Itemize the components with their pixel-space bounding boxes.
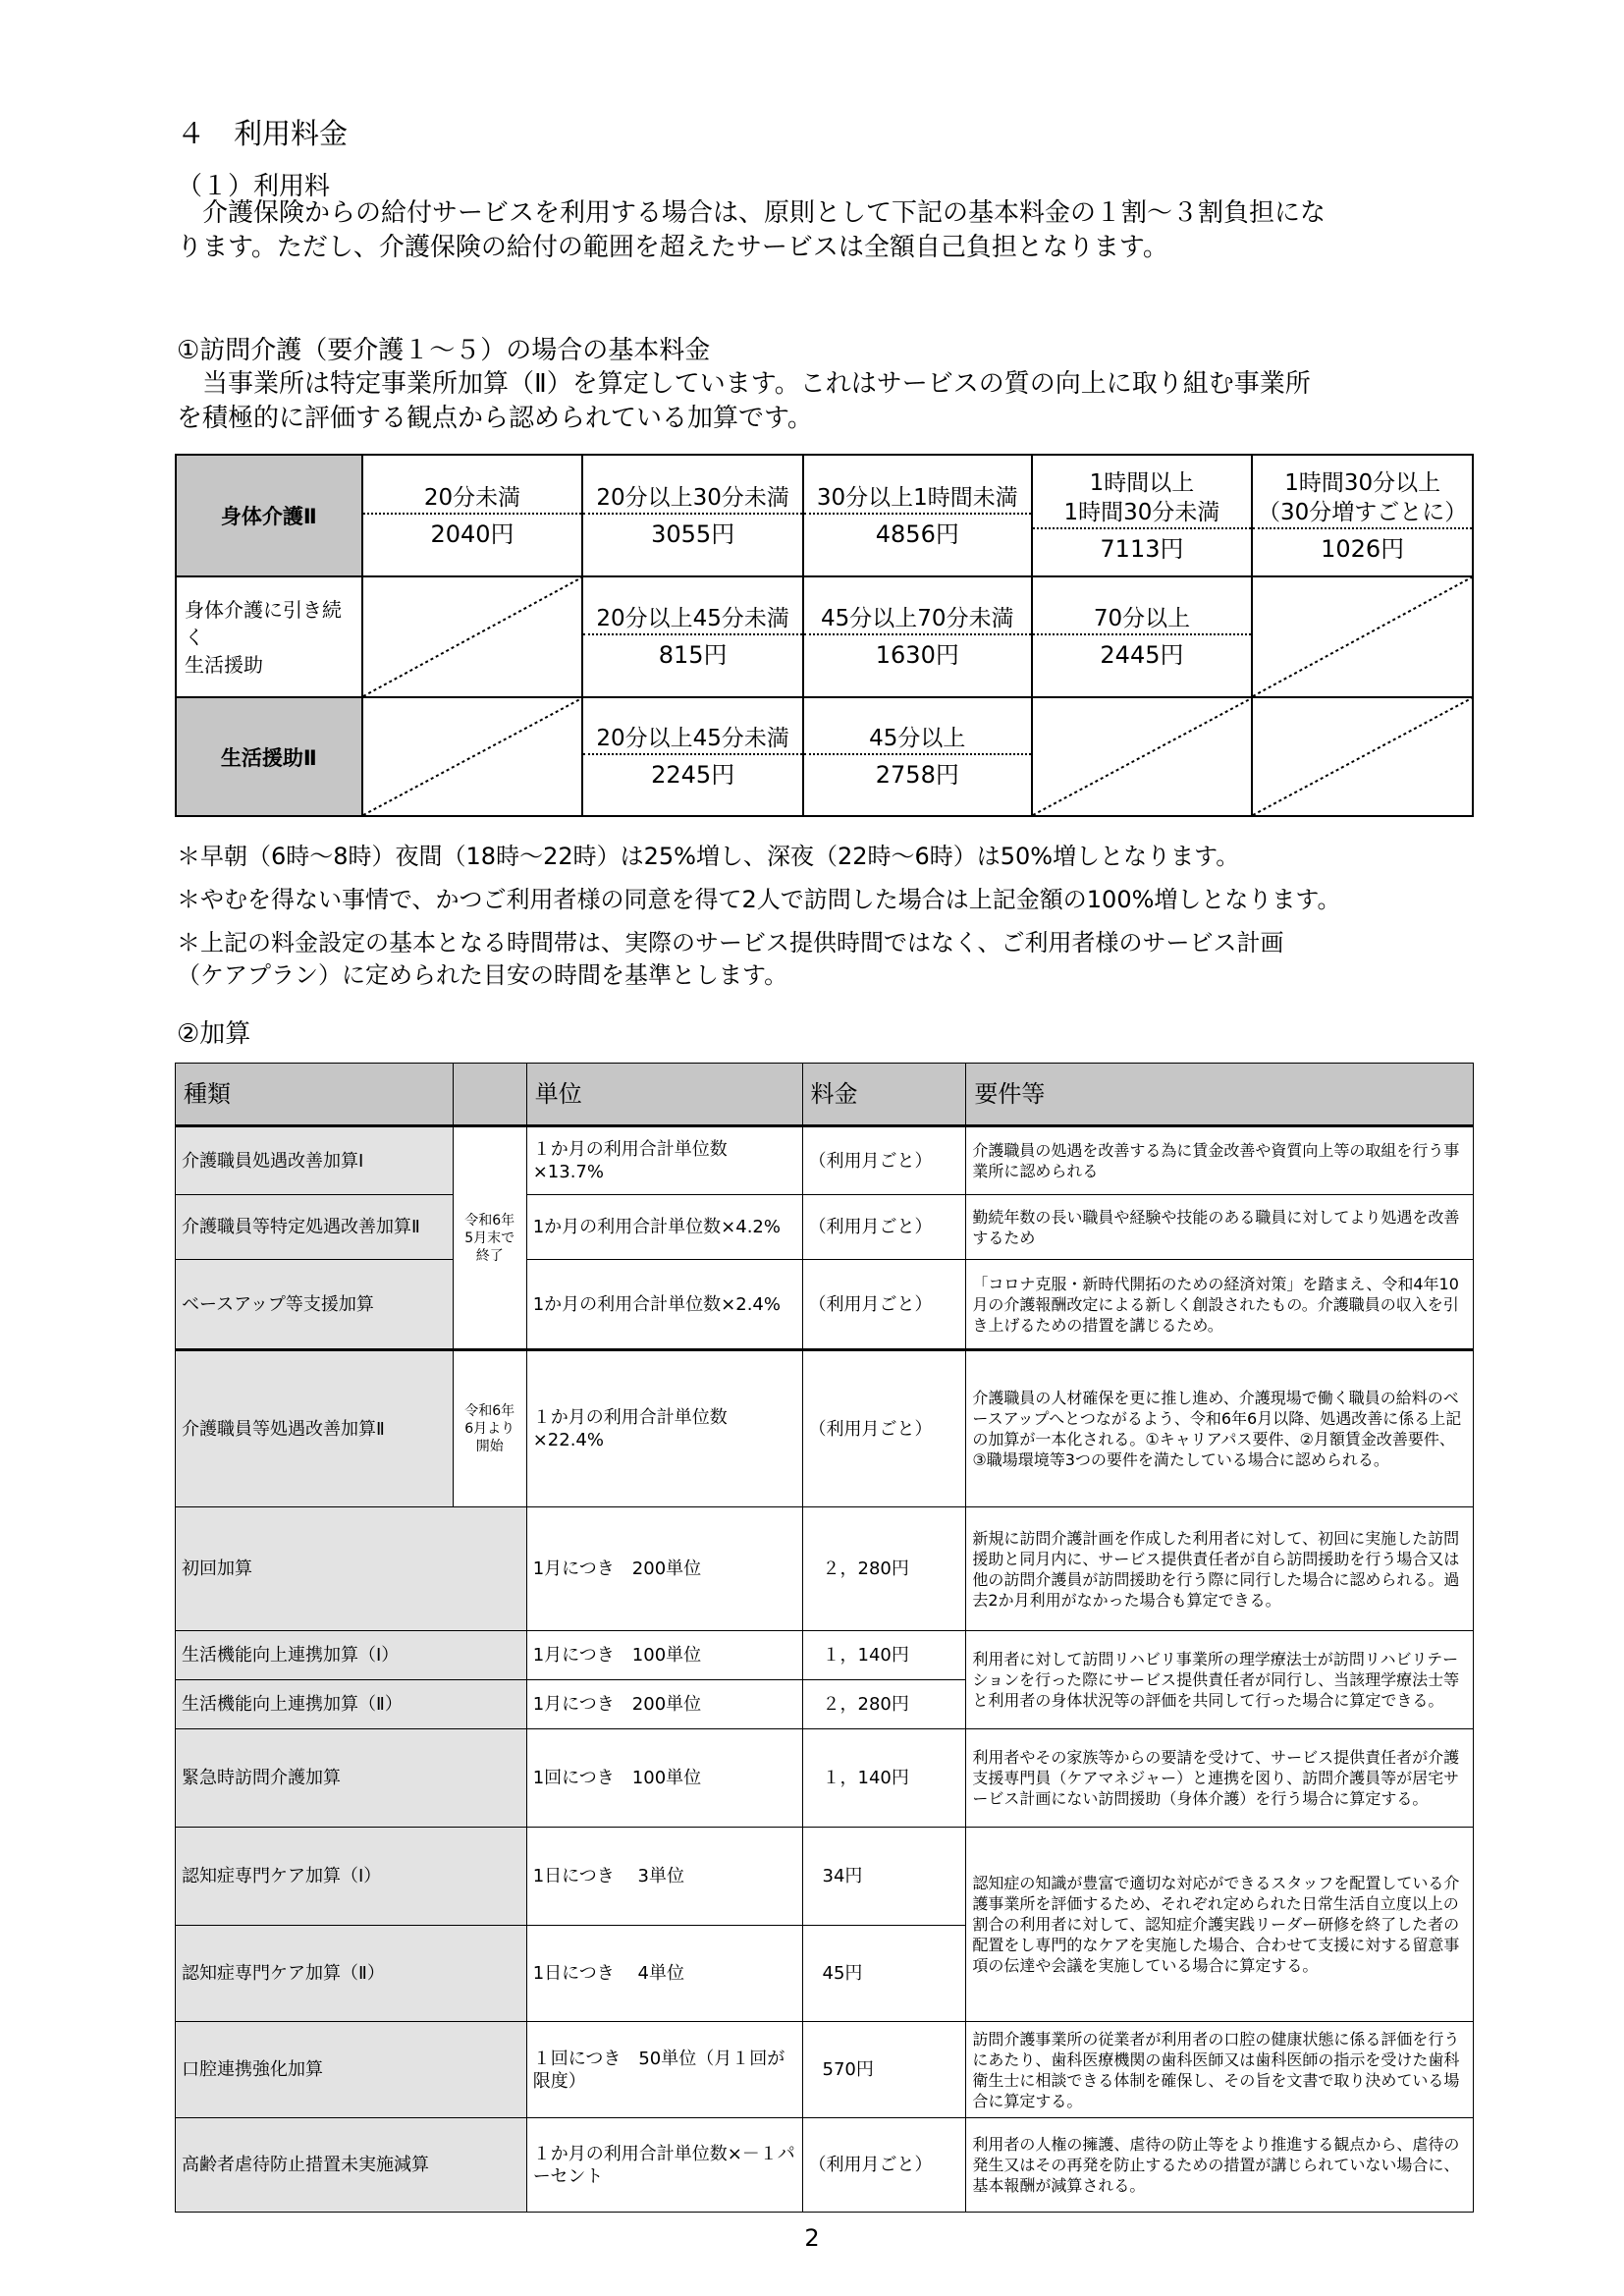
basic-fee-heading: ①訪問介護（要介護１～５）の場合の基本料金 [177, 336, 711, 365]
desc-line: 当事業所は特定事業所加算（Ⅱ）を算定しています。これはサービスの質の向上に取り組む事業所 [177, 369, 1311, 399]
addition-type: 緊急時訪問介護加算 [176, 1729, 527, 1828]
addition-type: 生活機能向上連携加算（Ⅰ） [176, 1631, 527, 1680]
time-line: 1時間以上 [1089, 469, 1195, 496]
addition-row [176, 1350, 1474, 1507]
addition-unit: １回につき 50単位（月１回が限度） [526, 2022, 802, 2118]
addition-unit: １か月の利用合計単位数×22.4% [526, 1350, 802, 1507]
note: ＊やむを得ない事情で、かつご利用者様の同意を得て2人で訪問した場合は上記金額の100%増しとなります。 [177, 886, 1341, 913]
diagonal-line [1033, 698, 1252, 815]
header-fee: 料金 [802, 1064, 966, 1126]
addition-unit: １か月の利用合計単位数×13.7% [526, 1126, 802, 1195]
addition-fee: （利用月ごと） [802, 1260, 966, 1350]
intro-line: 介護保険からの給付サービスを利用する場合は、原則として下記の基本料金の１割～３割負担にな [177, 198, 1326, 228]
diagonal-line [363, 577, 582, 696]
fee-cell [1032, 576, 1253, 697]
time-range: 70分以上 [1033, 604, 1252, 635]
addition-unit: １か月の利用合計単位数×－１パーセント [526, 2118, 802, 2213]
addition-heading: ②加算 [177, 1019, 251, 1049]
empty-cell [1032, 697, 1253, 816]
addition-fee: ２，280円 [802, 1680, 966, 1729]
addition-type: 介護職員等処遇改善加算Ⅱ [176, 1350, 454, 1507]
addition-fee: （利用月ごと） [802, 2118, 966, 2213]
empty-cell [362, 576, 583, 697]
diagonal-line [363, 698, 582, 815]
addition-row [176, 1729, 1474, 1828]
time-range: 20分未満 [363, 483, 582, 515]
fee-cell [803, 455, 1032, 576]
addition-fee: （利用月ごと） [802, 1126, 966, 1195]
addition-fee: ２，280円 [802, 1507, 966, 1631]
addition-requirements: 訪問介護事業所の従業者が利用者の口腔の健康状態に係る評価を行うにあたり、歯科医療機関の歯科医師又は歯科医師の指示を受けた歯科衛生士に相談できる体制を確保し、その旨を文書で取り決めている場合に算定する。 [966, 2022, 1474, 2118]
addition-requirements: 介護職員の処遇を改善する為に賃金改善や資質向上等の取組を行う事業所に認められる [966, 1126, 1474, 1195]
addition-type: ベースアップ等支援加算 [176, 1260, 454, 1350]
addition-table [175, 1063, 1474, 2213]
price: 2758円 [875, 761, 959, 789]
period-line: 令和6年 [464, 1403, 515, 1419]
addition-fee: 34円 [802, 1828, 966, 1926]
row-label: 生活援助Ⅱ [176, 697, 362, 816]
diagonal-line [1253, 577, 1472, 696]
fee-cell [803, 697, 1032, 816]
addition-unit: 1月につき 200単位 [526, 1507, 802, 1631]
addition-row [176, 1260, 1474, 1350]
addition-type: 生活機能向上連携加算（Ⅱ） [176, 1680, 527, 1729]
label-line: 身体介護に引き続く [185, 597, 342, 649]
basic-fee-table [175, 454, 1474, 817]
fee-notes [177, 841, 1483, 992]
addition-fee: １，140円 [802, 1729, 966, 1828]
addition-unit: 1日につき 3単位 [526, 1828, 802, 1926]
time-range [1253, 468, 1472, 529]
addition-requirements: 認知症の知識が豊富で適切な対応ができるスタッフを配置している介護事業所を評価するため、それぞれ定められた日常生活自立度以上の割合の利用者に対して、認知症介護実践リーダー研修を終了した者の配置をし専門的なケアを実施した場合、合わせて支援に対する留意事項の伝達や会議を実施している場合に算定する。 [966, 1828, 1474, 2022]
note: （ケアプラン）に定められた目安の時間を基準とします。 [177, 961, 788, 989]
price: 2040円 [430, 519, 514, 548]
fee-cell [1032, 455, 1253, 576]
addition-requirements: 介護職員の人材確保を更に推し進め、介護現場で働く職員の給料のベースアップへとつながるよう、令和6年6月以降、処遇改善に係る上記の加算が一本化される。①キャリアパス要件、②月額賃金改善要件、③職場環境等3つの要件を満たしている場合に認められる。 [966, 1350, 1474, 1507]
intro-line: ります。ただし、介護保険の給付の範囲を超えたサービスは全額自己負担となります。 [177, 233, 1168, 262]
addition-row [176, 1631, 1474, 1680]
addition-unit: 1日につき 4単位 [526, 1926, 802, 2022]
addition-requirements: 勤続年数の長い職員や経験や技能のある職員に対してより処遇を改善するため [966, 1195, 1474, 1260]
empty-cell [1252, 697, 1473, 816]
time-range [1033, 468, 1252, 529]
diagonal-line [1253, 698, 1472, 815]
period-line: 6月より [464, 1421, 515, 1437]
note: ＊上記の料金設定の基本となる時間帯は、実際のサービス提供時間ではなく、ご利用者様のサービス計画 [177, 929, 1284, 957]
period-line: 終了 [475, 1247, 504, 1264]
addition-type: 介護職員処遇改善加算Ⅰ [176, 1126, 454, 1195]
addition-unit: 1か月の利用合計単位数×2.4% [526, 1260, 802, 1350]
fee-cell [1252, 455, 1473, 576]
addition-row [176, 1126, 1474, 1195]
price: 2245円 [651, 761, 735, 789]
price: 1630円 [875, 641, 959, 669]
row-label [176, 576, 362, 697]
header-type: 種類 [176, 1064, 454, 1126]
addition-type: 認知症専門ケア加算（Ⅱ） [176, 1926, 527, 2022]
addition-row [176, 1507, 1474, 1631]
period-line: 令和6年 [464, 1212, 515, 1229]
price: 7113円 [1100, 534, 1184, 563]
header-period [453, 1064, 526, 1126]
fee-row-shintai [176, 455, 1473, 576]
fee-cell [582, 455, 803, 576]
time-line: 1時間30分以上 [1284, 469, 1441, 496]
fee-row-seikatsu [176, 697, 1473, 816]
addition-row [176, 2118, 1474, 2213]
addition-unit: 1か月の利用合計単位数×4.2% [526, 1195, 802, 1260]
addition-requirements: 新規に訪問介護計画を作成した利用者に対して、初回に実施した訪問援助と同月内に、サービス提供責任者が自ら訪問援助を行う場合又は他の訪問介護員が訪問援助を行う際に同行した場合に認められる。過去2か月利用がなかった場合も算定できる。 [966, 1507, 1474, 1631]
addition-unit: 1回につき 100単位 [526, 1729, 802, 1828]
addition-type: 口腔連携強化加算 [176, 2022, 527, 2118]
addition-requirements: 利用者やその家族等からの要請を受けて、サービス提供責任者が介護支援専門員（ケアマネジャー）と連携を図り、訪問介護員等が居宅サービス計画にない訪問援助（身体介護）を行う場合に算定する。 [966, 1729, 1474, 1828]
addition-fee: １，140円 [802, 1631, 966, 1680]
addition-requirements: 「コロナ克服・新時代開拓のための経済対策」を踏まえ、令和4年10月の介護報酬改定による新しく創設されたもの。介護職員の収入を引き上げるための措置を講じるため。 [966, 1260, 1474, 1350]
time-range: 20分以上45分未満 [583, 604, 802, 635]
addition-type: 初回加算 [176, 1507, 527, 1631]
time-range: 30分以上1時間未満 [804, 483, 1031, 515]
section-title: ４ 利用料金 [177, 117, 349, 150]
empty-cell [362, 697, 583, 816]
fee-cell [803, 576, 1032, 697]
addition-unit: 1月につき 100単位 [526, 1631, 802, 1680]
addition-header-row [176, 1064, 1474, 1126]
addition-fee: （利用月ごと） [802, 1350, 966, 1507]
period-note [453, 1350, 526, 1507]
empty-cell [1252, 576, 1473, 697]
price: 3055円 [651, 519, 735, 548]
row-label: 身体介護Ⅱ [176, 455, 362, 576]
period-line: 5月末で [464, 1230, 515, 1246]
time-range: 45分以上70分未満 [804, 604, 1031, 635]
period-line: 開始 [475, 1439, 504, 1454]
addition-requirements: 利用者の人権の擁護、虐待の防止等をより推進する観点から、虐待の発生又はその再発を防止するための措置が講じられていない場合に、基本報酬が減算される。 [966, 2118, 1474, 2213]
header-requirements: 要件等 [966, 1064, 1474, 1126]
price: 1026円 [1321, 534, 1405, 563]
label-line: 生活援助 [185, 652, 263, 677]
time-line: （30分増すごとに） [1258, 499, 1468, 525]
addition-fee: （利用月ごと） [802, 1195, 966, 1260]
time-line: 1時間30分未満 [1063, 499, 1220, 525]
time-range: 20分以上45分未満 [583, 724, 802, 755]
addition-type: 認知症専門ケア加算（Ⅰ） [176, 1828, 527, 1926]
period-note [453, 1126, 526, 1350]
addition-row [176, 1195, 1474, 1260]
fee-cell [362, 455, 583, 576]
basic-fee-description [177, 367, 1311, 436]
header-unit: 単位 [526, 1064, 802, 1126]
addition-type: 高齢者虐待防止措置未実施減算 [176, 2118, 527, 2213]
fee-row-shintai-seikatsu [176, 576, 1473, 697]
fee-cell [582, 697, 803, 816]
note: ＊早朝（6時～8時）夜間（18時～22時）は25%増し、深夜（22時～6時）は50%増しとなります。 [177, 843, 1240, 870]
intro-text [177, 196, 1326, 265]
desc-line: を積極的に評価する観点から認められている加算です。 [177, 404, 813, 433]
fee-cell [582, 576, 803, 697]
sub-title: （１）利用料 [177, 172, 331, 201]
time-range: 20分以上30分未満 [583, 483, 802, 515]
addition-type: 介護職員等特定処遇改善加算Ⅱ [176, 1195, 454, 1260]
addition-fee: 45円 [802, 1926, 966, 2022]
price: 815円 [658, 641, 728, 669]
page-number: 2 [804, 2224, 820, 2252]
price: 4856円 [875, 519, 959, 548]
price: 2445円 [1100, 641, 1184, 669]
addition-requirements: 利用者に対して訪問リハビリ事業所の理学療法士が訪問リハビリテーションを行った際にサービス提供責任者が同行し、当該理学療法士等と利用者の身体状況等の評価を共同して行った場合に算定できる。 [966, 1631, 1474, 1729]
time-range: 45分以上 [804, 724, 1031, 755]
addition-row [176, 1828, 1474, 1926]
addition-fee: 570円 [802, 2022, 966, 2118]
addition-unit: 1月につき 200単位 [526, 1680, 802, 1729]
addition-row [176, 2022, 1474, 2118]
